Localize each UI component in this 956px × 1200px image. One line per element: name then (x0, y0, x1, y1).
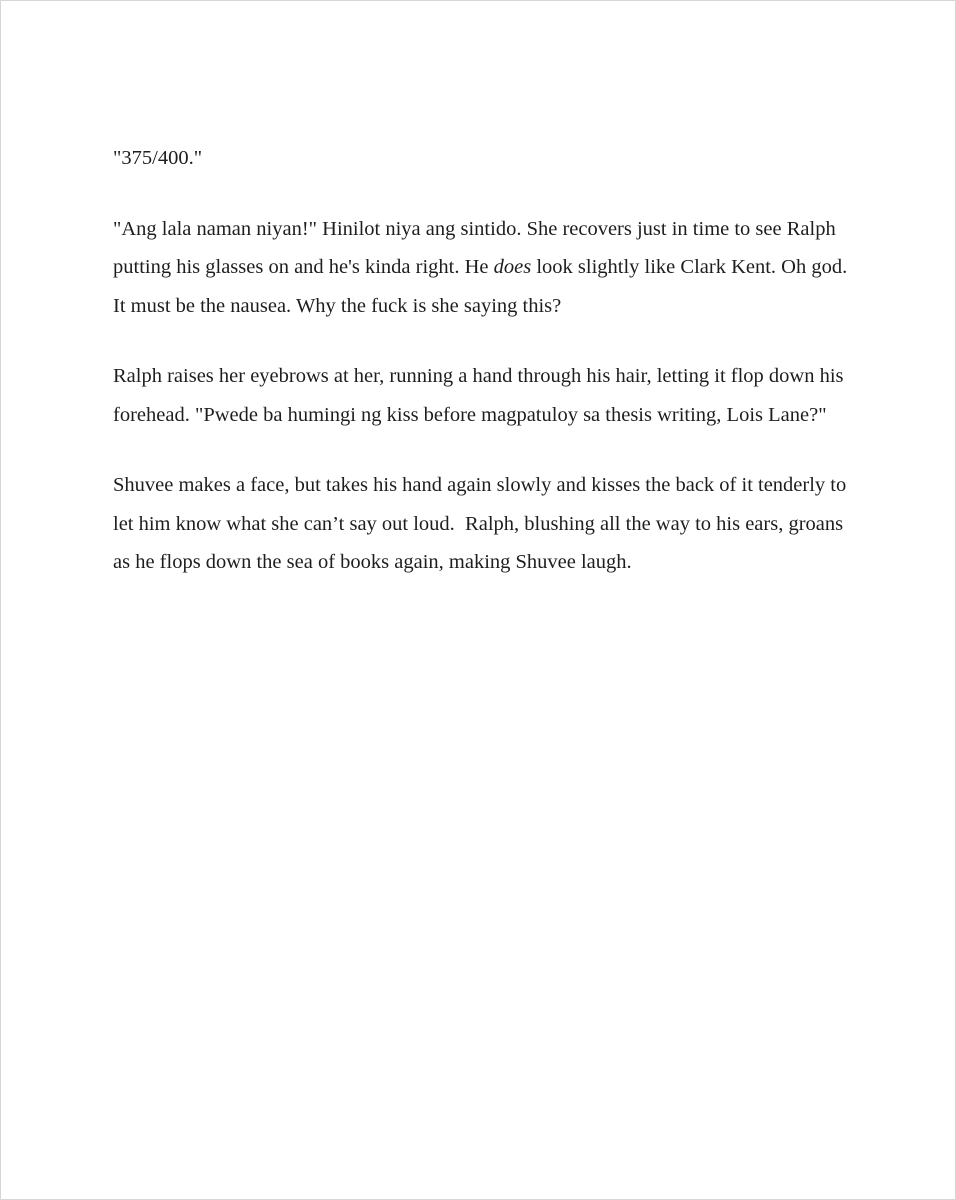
paragraph-text: "Ang lala naman niyan!" Hinilot niya ang sintido. She recovers just in time to see Ralph putting his glasses on and he's kinda right. He (113, 217, 841, 278)
paragraph-shuvee-laugh: Shuvee makes a face, but takes his hand again slowly and kisses the back of it tenderly to let him know what she can’t say out loud. Ralph, blushing all the way to his ears, groans as he flops down the sea of books again, making Shuvee laugh. (113, 474, 852, 573)
document-body (113, 139, 853, 614)
paragraph-score: "375/400." (113, 147, 203, 169)
emphasized-word: does (493, 256, 532, 278)
paragraph-clark-kent (113, 210, 853, 326)
paragraph-lois-lane: Ralph raises her eyebrows at her, running a hand through his hair, letting it flop down his forehead. "Pwede ba humingi ng kiss before magpatuloy sa thesis writing, Lois Lane?" (113, 365, 849, 426)
paragraph-text: look slightly like Clark Kent. Oh god. It must be the nausea. Why the fuck is she saying this? (113, 256, 853, 317)
